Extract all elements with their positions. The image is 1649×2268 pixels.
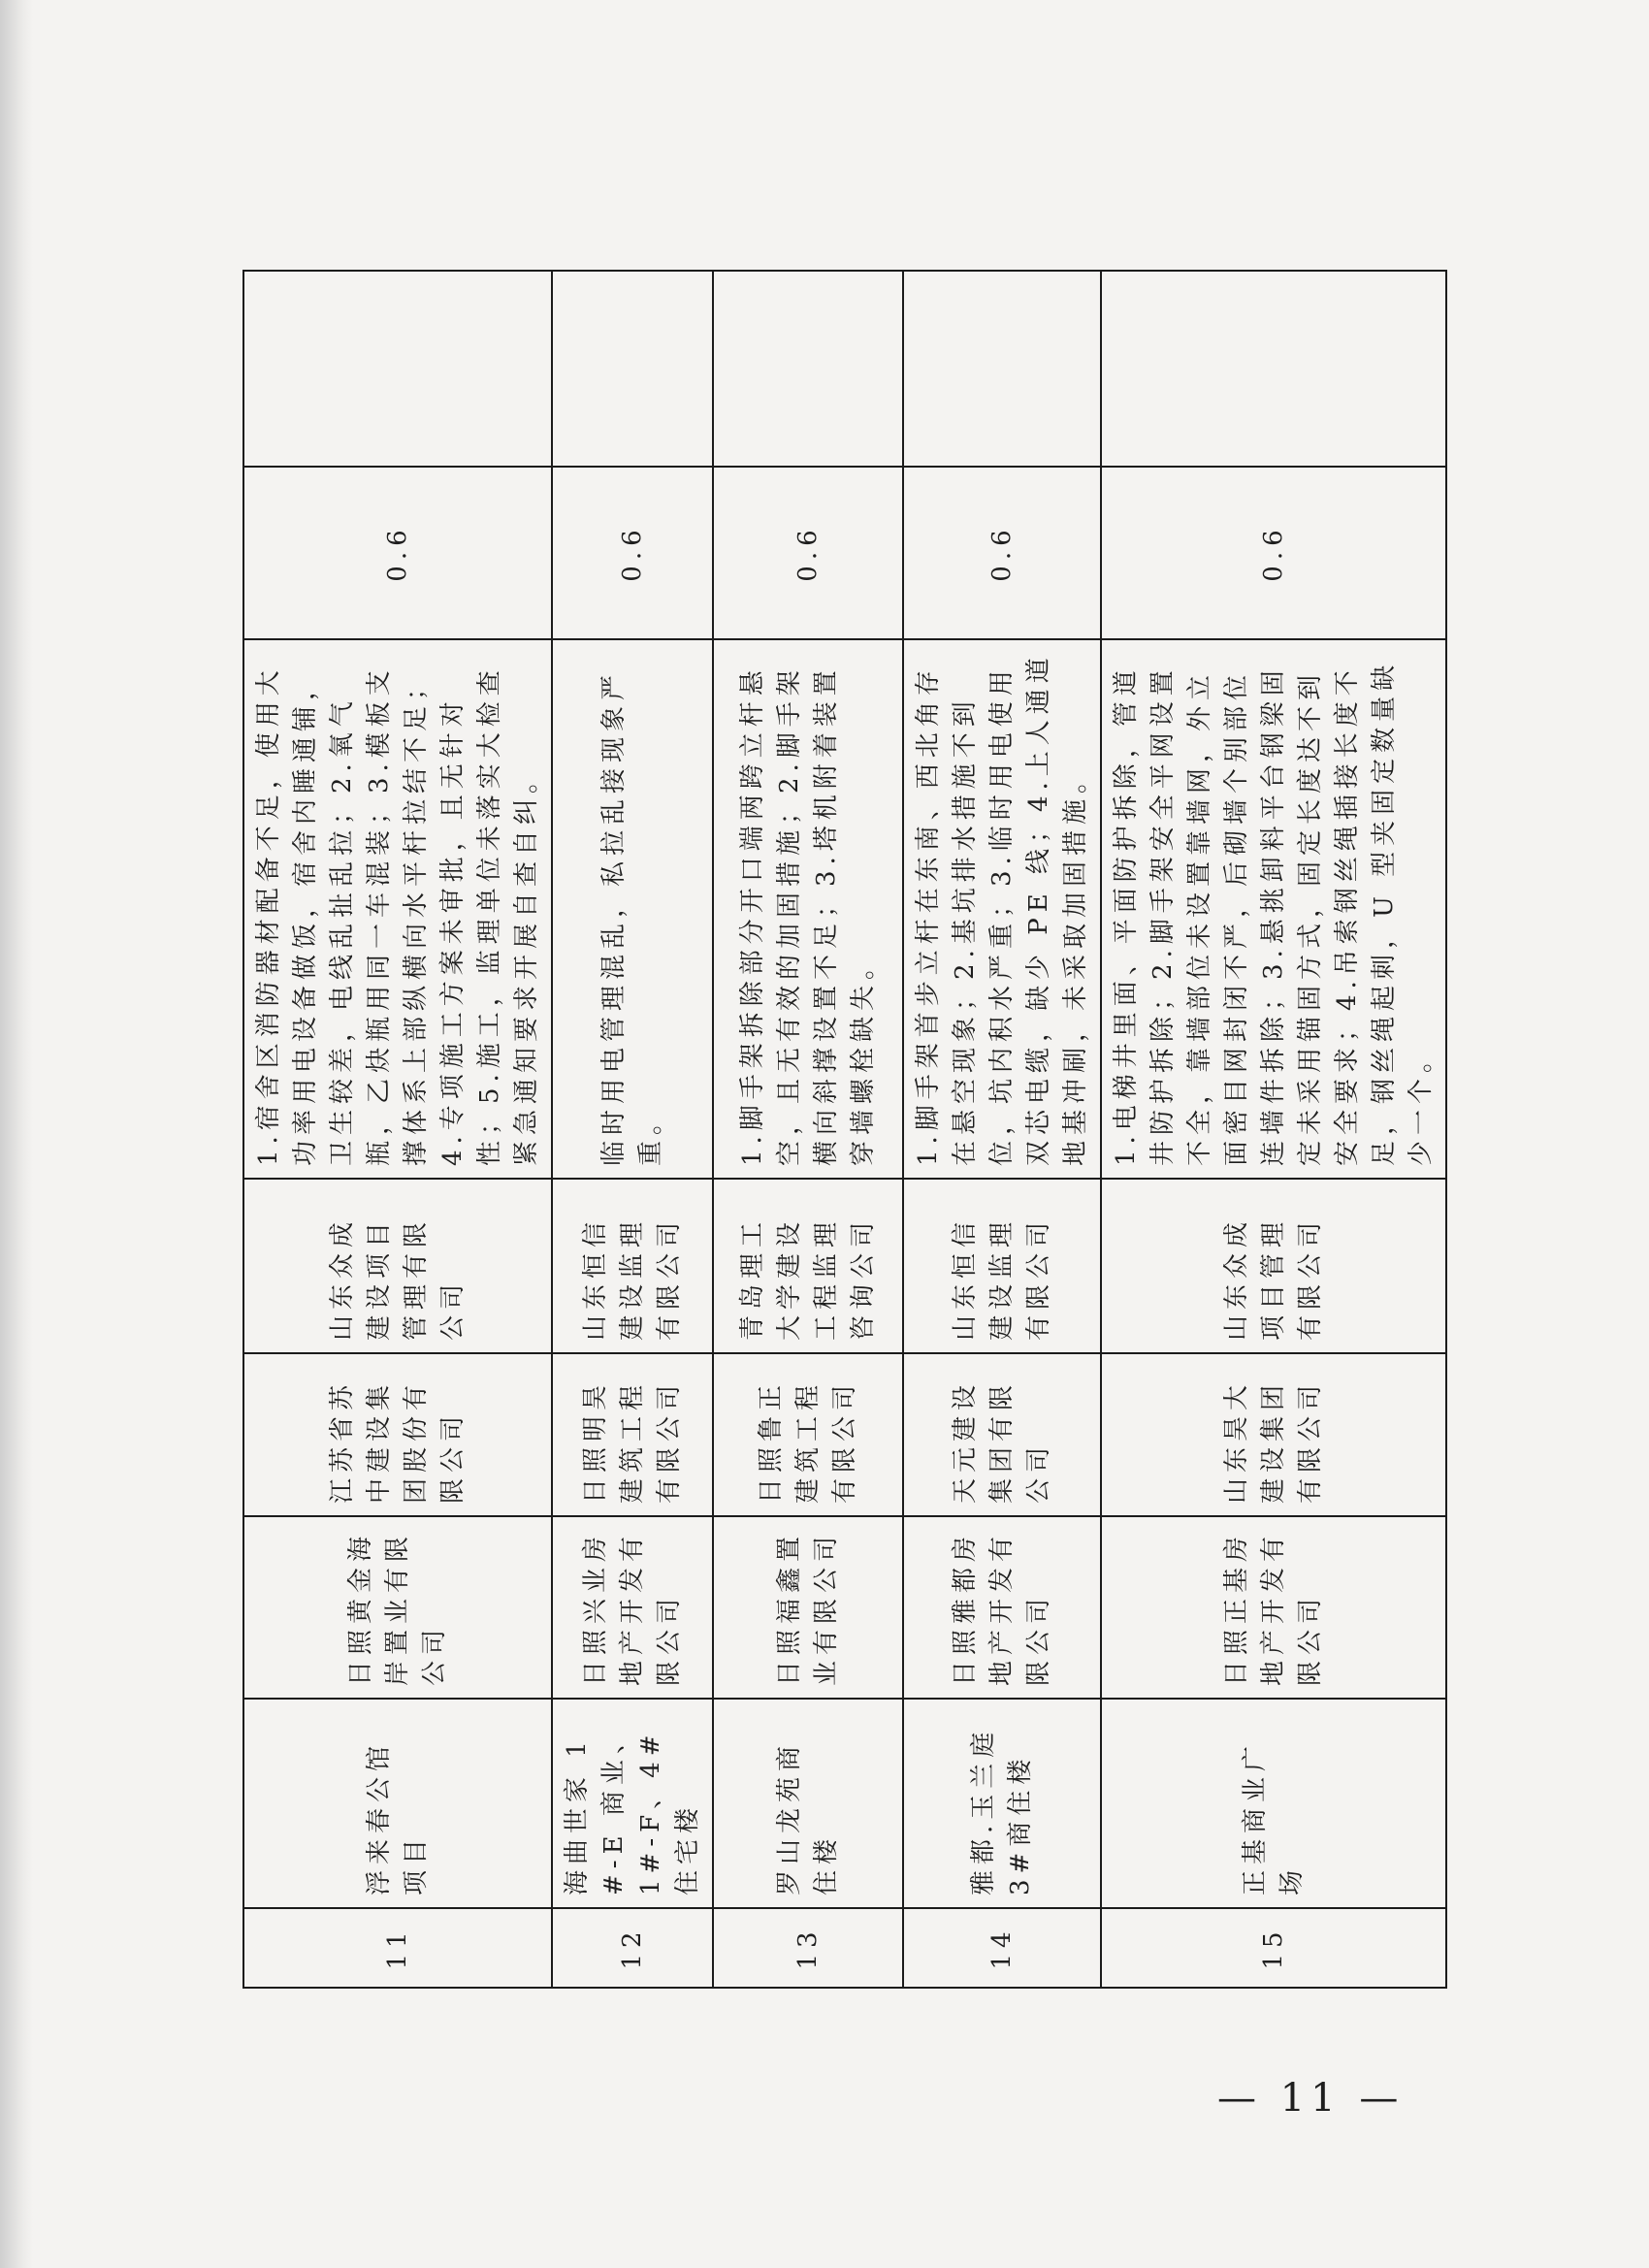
remark-cell [243, 271, 552, 467]
project-name: 正基商业广场 [1101, 1699, 1446, 1908]
row-number: 11 [243, 1908, 552, 1988]
contractor-name: 日照明昊建筑工程有限公司 [552, 1353, 713, 1516]
developer-name: 日照黄金海岸置业有限公司 [243, 1516, 552, 1699]
developer-name: 日照福鑫置业有限公司 [713, 1516, 903, 1699]
project-name: 罗山龙苑商住楼 [713, 1699, 903, 1908]
table-row [903, 271, 1101, 1988]
remark-cell [552, 271, 713, 467]
project-name: 浮来春公馆项目 [243, 1699, 552, 1908]
developer-name: 日照兴业房地产开发有限公司 [552, 1516, 713, 1699]
supervisor-name: 山东众成项目管理有限公司 [1101, 1179, 1446, 1353]
contractor-name: 天元建设集团有限公司 [903, 1353, 1101, 1516]
row-number: 14 [903, 1908, 1101, 1988]
score-value: 0.6 [713, 467, 903, 639]
supervisor-name: 山东恒信建设监理有限公司 [552, 1179, 713, 1353]
project-name: 雅都.玉兰庭 3#商住楼 [903, 1699, 1101, 1908]
row-number: 15 [1101, 1908, 1446, 1988]
page-number: — 11 — [1217, 2076, 1405, 2121]
row-number: 12 [552, 1908, 713, 1988]
table-row [552, 271, 713, 1988]
table-row [1101, 271, 1446, 1988]
remark-cell [713, 271, 903, 467]
score-value: 0.6 [1101, 467, 1446, 639]
remark-cell [903, 271, 1101, 467]
contractor-name: 日照鲁正建筑工程有限公司 [713, 1353, 903, 1516]
developer-name: 日照雅都房地产开发有限公司 [903, 1516, 1101, 1699]
supervisor-name: 山东恒信建设监理有限公司 [903, 1179, 1101, 1353]
rotated-table-wrapper [242, 272, 1436, 1989]
supervisor-name: 青岛理工大学建设工程监理咨询公司 [713, 1179, 903, 1353]
issues-text: 1.脚手架首步立杆在东南、西北角存在悬空现象；2.基坑排水措施不到位，坑内积水严重；3.临时用电使用双芯电缆，缺少 PE 线；4.上人通道地基冲刷，未采取加固措施。 [903, 639, 1101, 1179]
project-name: 海曲世家 1#-E 商业、1#-F、4#住宅楼 [552, 1699, 713, 1908]
supervisor-name: 山东众成建设项目管理有限公司 [243, 1179, 552, 1353]
score-value: 0.6 [243, 467, 552, 639]
issues-text: 临时用电管理混乱，私拉乱接现象严重。 [552, 639, 713, 1179]
contractor-name: 山东昊大建设集团有限公司 [1101, 1353, 1446, 1516]
scan-edge-shadow [0, 0, 33, 2268]
row-number: 13 [713, 1908, 903, 1988]
issues-text: 1.宿舍区消防器材配备不足，使用大功率用电设备做饭，宿舍内睡通铺，卫生较差，电线乱扯乱拉；2.氧气瓶，乙炔瓶用同一车混装；3.模板支撑体系上部纵横向水平杆拉结不足；4.专项施工方案未审批，且无针对性；5.施工，监理单位未落实大检查紧急通知要求开展自查自纠。 [243, 639, 552, 1179]
contractor-name: 江苏省苏中建设集团股份有限公司 [243, 1353, 552, 1516]
inspection-results-table [242, 270, 1447, 1989]
remark-cell [1101, 271, 1446, 467]
table-row [243, 271, 552, 1988]
developer-name: 日照正基房地产开发有限公司 [1101, 1516, 1446, 1699]
issues-text: 1.脚手架拆除部分开口端两跨立杆悬空，且无有效的加固措施；2.脚手架横向斜撑设置不足；3.塔机附着装置穿墙螺栓缺失。 [713, 639, 903, 1179]
issues-text: 1.电梯井里面、平面防护拆除，管道井防护拆除；2.脚手架安全平网设置不全，靠墙部位未设置靠墙网，外立面密目网封闭不严，后砌墙个别部位连墙件拆除；3.悬挑卸料平台钢梁固定未采用锚固方式，固定长度达不到安全要求；4.吊索钢丝绳插接长度不足，钢丝绳起刺，U 型夹固定数量缺少一个。 [1101, 639, 1446, 1179]
table-row [713, 271, 903, 1988]
score-value: 0.6 [903, 467, 1101, 639]
score-value: 0.6 [552, 467, 713, 639]
